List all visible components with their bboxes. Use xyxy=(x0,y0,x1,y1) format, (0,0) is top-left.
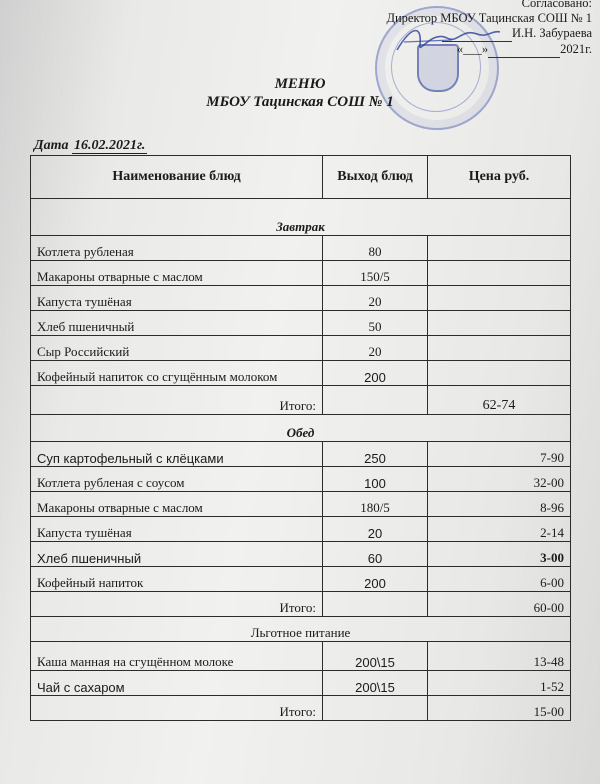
section-benefit xyxy=(31,617,571,642)
total-row xyxy=(31,386,571,415)
approval-day: «___» xyxy=(456,42,489,56)
dish-output: 60 xyxy=(323,542,428,567)
dish-output: 50 xyxy=(323,311,428,336)
total-label: Итого: xyxy=(31,696,323,721)
section-title: Завтрак xyxy=(31,199,571,236)
dish-name: Кофейный напиток со сгущённым молоком xyxy=(31,361,323,386)
approval-year: 2021г. xyxy=(560,42,592,56)
dish-price: 3-00 xyxy=(428,542,571,567)
table-row xyxy=(31,361,571,386)
dish-price xyxy=(428,236,571,261)
dish-price: 13-48 xyxy=(428,642,571,671)
table-row xyxy=(31,286,571,311)
dish-price xyxy=(428,361,571,386)
dish-price: 6-00 xyxy=(428,567,571,592)
date-line xyxy=(34,138,147,154)
dish-name: Капуста тушёная xyxy=(31,286,323,311)
total-value: 62-74 xyxy=(428,386,571,415)
dish-name: Суп картофельный с клёцками xyxy=(31,442,323,467)
dish-name: Кофейный напиток xyxy=(31,567,323,592)
dish-output: 20 xyxy=(323,336,428,361)
dish-name: Каша манная на сгущённом молоке xyxy=(31,642,323,671)
approval-position: Директор МБОУ Тацинская СОШ № 1 xyxy=(386,11,592,25)
date-value: 16.02.2021г. xyxy=(73,138,146,153)
table-row xyxy=(31,236,571,261)
dish-output: 20 xyxy=(323,517,428,542)
total-value: 60-00 xyxy=(428,592,571,617)
dish-price xyxy=(428,311,571,336)
table-row xyxy=(31,311,571,336)
dish-name: Макароны отварные с маслом xyxy=(31,261,323,286)
table-row xyxy=(31,467,571,492)
school-title: МБОУ Тацинская СОШ № 1 xyxy=(206,94,394,110)
date-label: Дата xyxy=(34,138,69,153)
dish-price: 7-90 xyxy=(428,442,571,467)
dish-output: 150/5 xyxy=(323,261,428,286)
dish-price xyxy=(428,336,571,361)
dish-name: Капуста тушёная xyxy=(31,517,323,542)
dish-output: 100 xyxy=(323,467,428,492)
dish-output: 20 xyxy=(323,286,428,311)
dish-price xyxy=(428,261,571,286)
table-row xyxy=(31,442,571,467)
dish-price: 8-96 xyxy=(428,492,571,517)
table-header-row xyxy=(31,156,571,199)
table-row xyxy=(31,517,571,542)
dish-name: Макароны отварные с маслом xyxy=(31,492,323,517)
dish-output: 200 xyxy=(323,361,428,386)
dish-price: 32-00 xyxy=(428,467,571,492)
section-lunch xyxy=(31,415,571,442)
dish-name: Котлета рубленая с соусом xyxy=(31,467,323,492)
table-row xyxy=(31,336,571,361)
approval-signer: И.Н. Забураева xyxy=(511,26,592,40)
table-row xyxy=(31,567,571,592)
header-dish-name: Наименование блюд xyxy=(31,156,323,199)
section-title: Обед xyxy=(31,415,571,442)
dish-output: 250 xyxy=(323,442,428,467)
dish-output: 180/5 xyxy=(323,492,428,517)
total-label: Итого: xyxy=(31,386,323,415)
approval-block xyxy=(332,0,592,58)
section-breakfast xyxy=(31,199,571,236)
dish-price: 2-14 xyxy=(428,517,571,542)
total-row xyxy=(31,696,571,721)
approval-title: Согласовано: xyxy=(521,0,592,10)
dish-output: 80 xyxy=(323,236,428,261)
table-row xyxy=(31,261,571,286)
total-value: 15-00 xyxy=(428,696,571,721)
total-row xyxy=(31,592,571,617)
dish-name: Котлета рубленая xyxy=(31,236,323,261)
table-row xyxy=(31,642,571,671)
dish-name: Сыр Российский xyxy=(31,336,323,361)
dish-output: 200\15 xyxy=(323,671,428,696)
dish-output: 200 xyxy=(323,567,428,592)
total-label: Итого: xyxy=(31,592,323,617)
table-row xyxy=(31,542,571,567)
menu-table xyxy=(30,155,571,721)
header-price: Цена руб. xyxy=(428,156,571,199)
dish-name: Хлеб пшеничный xyxy=(31,311,323,336)
dish-output: 200\15 xyxy=(323,642,428,671)
dish-name: Хлеб пшеничный xyxy=(31,542,323,567)
dish-name: Чай с сахаром xyxy=(31,671,323,696)
section-title: Льготное питание xyxy=(31,617,571,642)
table-row xyxy=(31,492,571,517)
table-row xyxy=(31,671,571,696)
dish-price xyxy=(428,286,571,311)
header-output: Выход блюд xyxy=(323,156,428,199)
menu-title: МЕНЮ xyxy=(274,76,326,92)
dish-price: 1-52 xyxy=(428,671,571,696)
